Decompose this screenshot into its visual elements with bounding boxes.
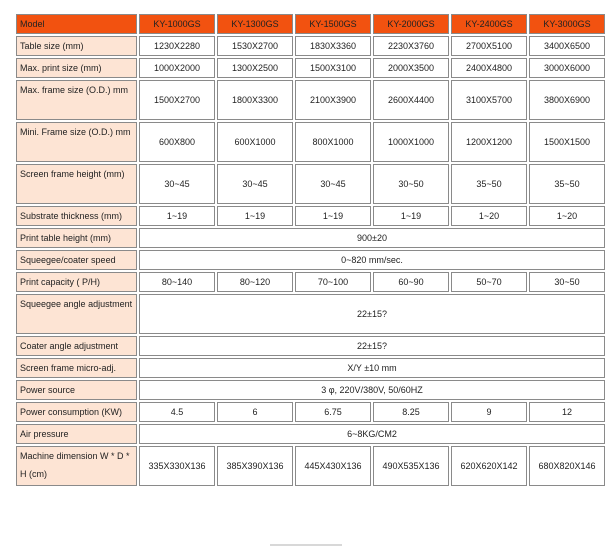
table-cell: 1~19 [139,206,215,226]
table-cell: 30~45 [295,164,371,204]
table-cell: 3000X6000 [529,58,605,78]
row-label: Screen frame micro-adj. [16,358,137,378]
table-cell: 800X1000 [295,122,371,162]
table-row [16,80,605,120]
table-cell: 1500X2700 [139,80,215,120]
row-label: Print capacity ( P/H) [16,272,137,292]
header-ky-3000gs: KY-3000GS [529,14,605,34]
table-cell: 620X620X142 [451,446,527,486]
table-cell: 1200X1200 [451,122,527,162]
table-cell: 1300X2500 [217,58,293,78]
table-cell: 335X330X136 [139,446,215,486]
table-row [16,206,605,226]
row-label: Print table height (mm) [16,228,137,248]
table-row [16,58,605,78]
table-cell: 35~50 [529,164,605,204]
spec-table [14,12,607,488]
table-cell: 1~20 [451,206,527,226]
table-cell: 1530X2700 [217,36,293,56]
table-row [16,402,605,422]
table-cell: 2600X4400 [373,80,449,120]
header-ky-1000gs: KY-1000GS [139,14,215,34]
table-cell-span: 6~8KG/CM2 [139,424,605,444]
table-cell: 30~45 [217,164,293,204]
row-label: Coater angle adjustment [16,336,137,356]
table-cell: 3100X5700 [451,80,527,120]
table-cell: 1~20 [529,206,605,226]
table-cell: 600X800 [139,122,215,162]
table-cell: 1230X2280 [139,36,215,56]
table-cell: 6 [217,402,293,422]
table-cell: 385X390X136 [217,446,293,486]
table-row [16,122,605,162]
table-cell: 1~19 [373,206,449,226]
table-cell: 4.5 [139,402,215,422]
table-cell: 50~70 [451,272,527,292]
table-row [16,36,605,56]
table-cell: 680X820X146 [529,446,605,486]
table-cell: 70~100 [295,272,371,292]
table-row [16,228,605,248]
table-cell: 2100X3900 [295,80,371,120]
table-cell: 35~50 [451,164,527,204]
table-cell: 1500X1500 [529,122,605,162]
table-cell-span: 22±15? [139,294,605,334]
table-cell: 1~19 [217,206,293,226]
table-row [16,358,605,378]
table-cell: 6.75 [295,402,371,422]
header-row [16,14,605,34]
row-label: Table size (mm) [16,36,137,56]
table-row [16,164,605,204]
table-cell-span: 900±20 [139,228,605,248]
header-ky-1500gs: KY-1500GS [295,14,371,34]
row-label: Air pressure [16,424,137,444]
table-row [16,294,605,334]
table-row [16,272,605,292]
table-cell: 2400X4800 [451,58,527,78]
table-cell: 60~90 [373,272,449,292]
table-row [16,380,605,400]
row-label: Power consumption (KW) [16,402,137,422]
scrollbar-hint [270,544,342,546]
table-row [16,446,605,486]
table-cell: 80~140 [139,272,215,292]
table-cell-span: 22±15? [139,336,605,356]
row-label: Max. print size (mm) [16,58,137,78]
table-cell: 30~50 [373,164,449,204]
table-cell: 1000X2000 [139,58,215,78]
row-label: Machine dimension W * D * H (cm) [16,446,137,486]
header-model: Model [16,14,137,34]
header-ky-2000gs: KY-2000GS [373,14,449,34]
table-cell: 2000X3500 [373,58,449,78]
table-cell: 1500X3100 [295,58,371,78]
table-row [16,336,605,356]
table-cell: 80~120 [217,272,293,292]
table-cell-span: X/Y ±10 mm [139,358,605,378]
table-cell: 2700X5100 [451,36,527,56]
table-row [16,424,605,444]
row-label: Squeegee/coater speed [16,250,137,270]
table-cell: 8.25 [373,402,449,422]
header-ky-2400gs: KY-2400GS [451,14,527,34]
row-label: Max. frame size (O.D.) mm [16,80,137,120]
table-cell: 1830X3360 [295,36,371,56]
table-cell: 1~19 [295,206,371,226]
table-cell-span: 3 φ, 220V/380V, 50/60HZ [139,380,605,400]
table-cell: 3800X6900 [529,80,605,120]
row-label: Mini. Frame size (O.D.) mm [16,122,137,162]
table-cell: 30~50 [529,272,605,292]
row-label: Screen frame height (mm) [16,164,137,204]
table-cell: 2230X3760 [373,36,449,56]
table-cell: 490X535X136 [373,446,449,486]
table-cell: 30~45 [139,164,215,204]
header-ky-1300gs: KY-1300GS [217,14,293,34]
table-cell: 600X1000 [217,122,293,162]
table-cell-span: 0~820 mm/sec. [139,250,605,270]
row-label: Squeegee angle adjustment [16,294,137,334]
table-cell: 3400X6500 [529,36,605,56]
table-cell: 445X430X136 [295,446,371,486]
table-cell: 1800X3300 [217,80,293,120]
row-label: Substrate thickness (mm) [16,206,137,226]
table-cell: 12 [529,402,605,422]
table-row [16,250,605,270]
table-cell: 1000X1000 [373,122,449,162]
table-cell: 9 [451,402,527,422]
row-label: Power source [16,380,137,400]
